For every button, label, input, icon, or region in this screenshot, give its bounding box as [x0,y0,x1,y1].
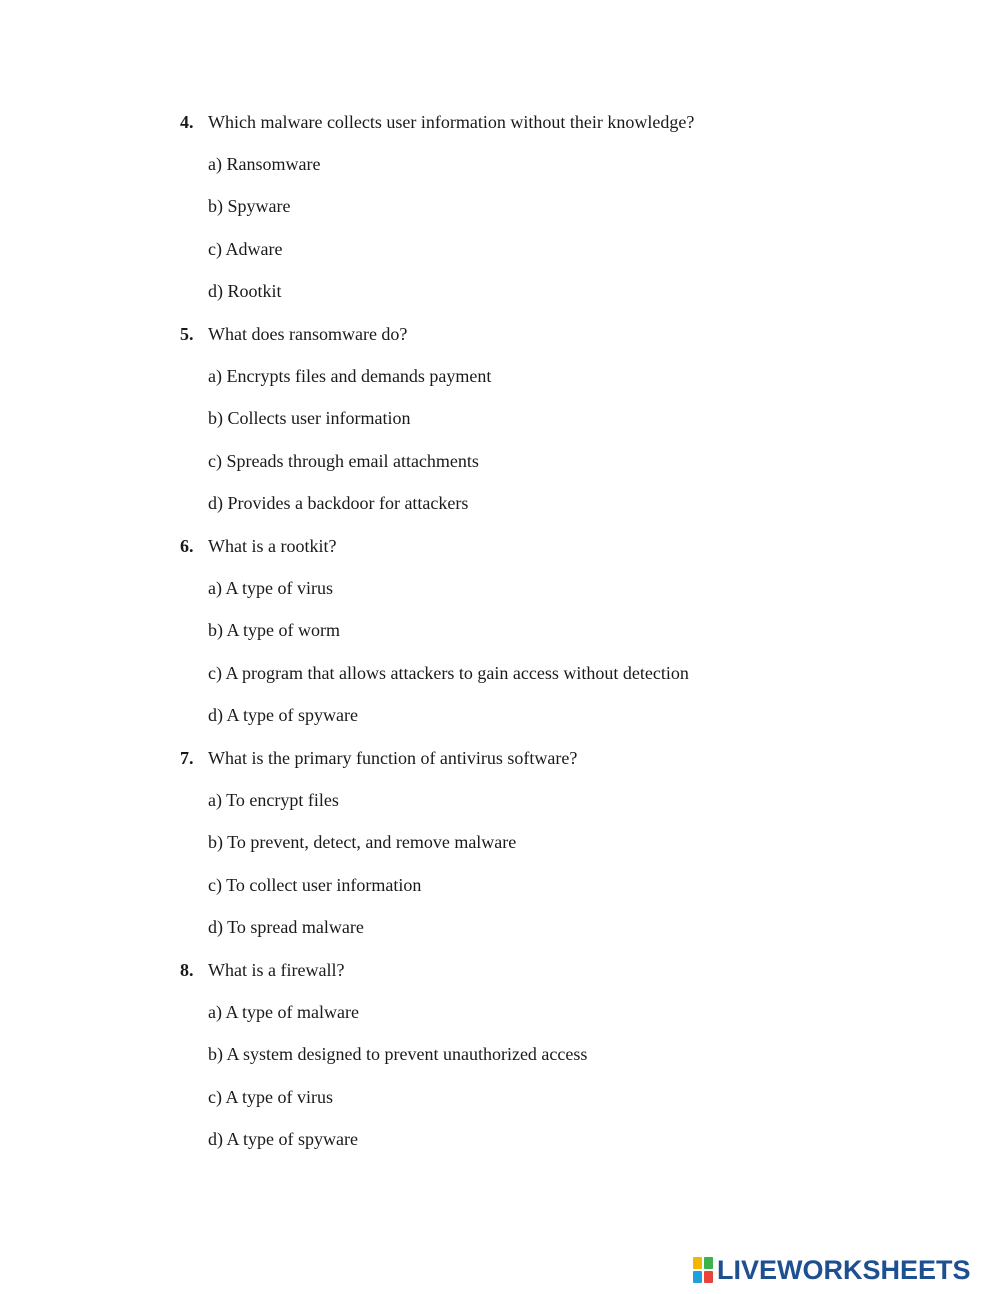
option-8b[interactable]: b) A system designed to prevent unauthorized access [208,1044,588,1064]
option-5b[interactable]: b) Collects user information [208,408,411,428]
option-7d[interactable]: d) To spread malware [208,917,364,937]
option-5c[interactable]: c) Spreads through email attachments [208,451,479,471]
option-6d[interactable]: d) A type of spyware [208,705,358,725]
option-8a[interactable]: a) A type of malware [208,1002,359,1022]
option-5d[interactable]: d) Provides a backdoor for attackers [208,493,469,513]
question-text: What is a firewall? [208,960,345,980]
option-7c[interactable]: c) To collect user information [208,875,422,895]
option-6b[interactable]: b) A type of worm [208,620,340,640]
option-4c[interactable]: c) Adware [208,239,283,259]
question-number: 8. [180,960,194,980]
option-8c[interactable]: c) A type of virus [208,1087,333,1107]
logo-mark-icon [693,1257,713,1283]
logo-square-blue [693,1271,702,1283]
option-4a[interactable]: a) Ransomware [208,154,321,174]
question-number: 4. [180,112,194,132]
logo-square-yellow [693,1257,702,1269]
option-4d[interactable]: d) Rootkit [208,281,282,301]
question-text: Which malware collects user information without their knowledge? [208,112,695,132]
question-text: What is a rootkit? [208,536,337,556]
option-7a[interactable]: a) To encrypt files [208,790,339,810]
question-text: What does ransomware do? [208,324,408,344]
logo-square-red [704,1271,713,1283]
question-number: 6. [180,536,194,556]
logo-square-green [704,1257,713,1269]
logo-text: LIVEWORKSHEETS [717,1255,971,1285]
question-number: 7. [180,748,194,768]
option-4b[interactable]: b) Spyware [208,196,291,216]
option-5a[interactable]: a) Encrypts files and demands payment [208,366,492,386]
liveworksheets-logo [693,1255,971,1285]
question-number: 5. [180,324,194,344]
option-8d[interactable]: d) A type of spyware [208,1129,358,1149]
option-6a[interactable]: a) A type of virus [208,578,333,598]
option-7b[interactable]: b) To prevent, detect, and remove malware [208,832,517,852]
question-text: What is the primary function of antivirus software? [208,748,578,768]
option-6c[interactable]: c) A program that allows attackers to gain access without detection [208,663,689,683]
